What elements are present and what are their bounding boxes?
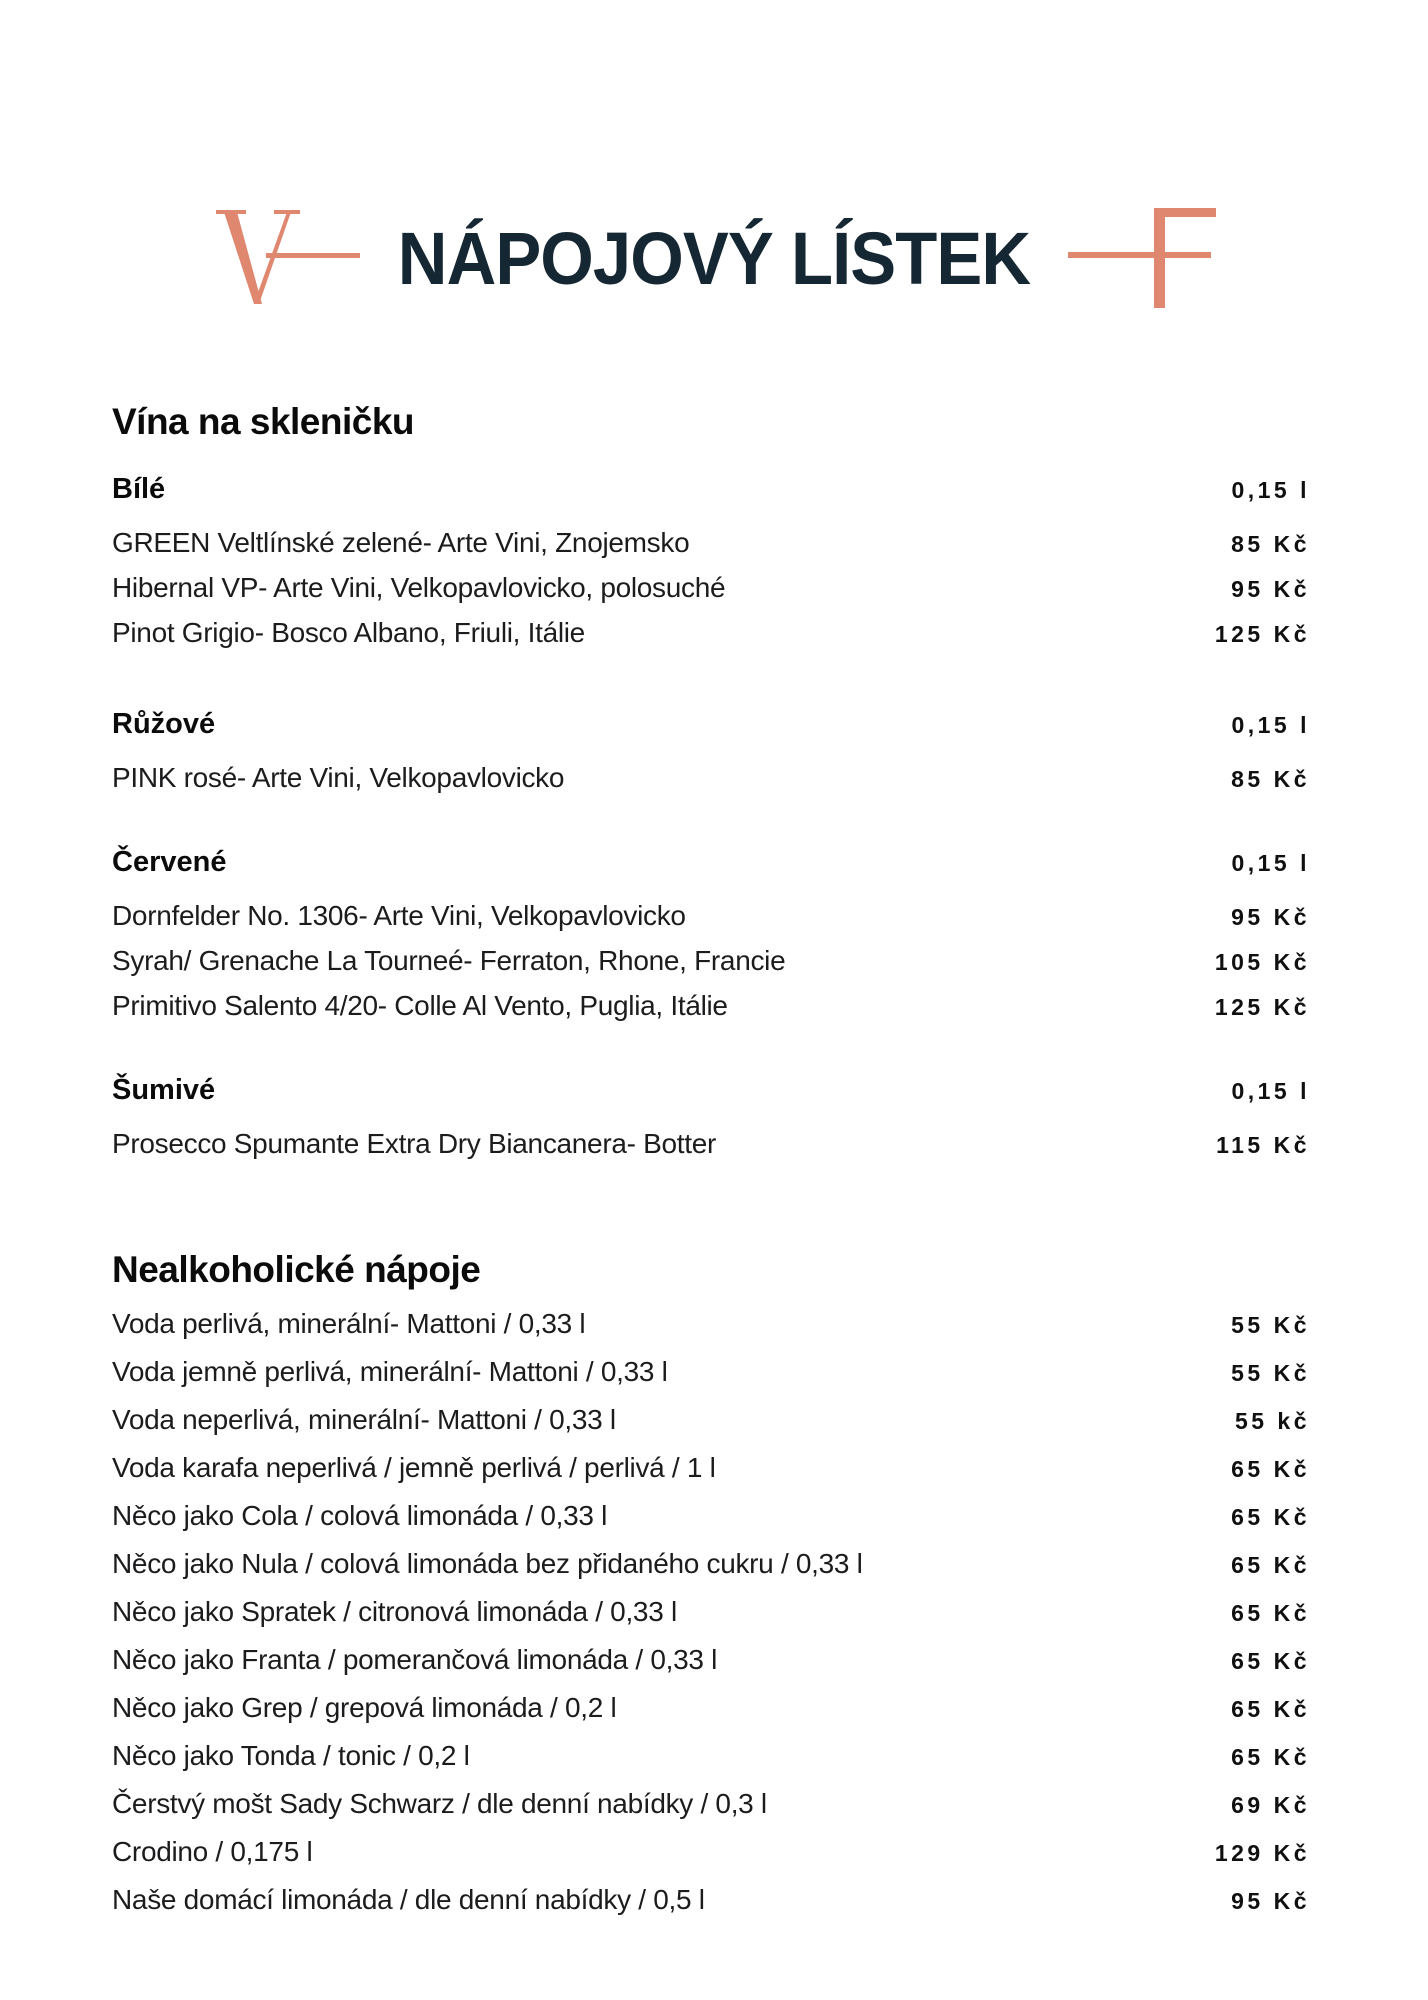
item-name: Dornfelder No. 1306- Arte Vini, Velkopavlovicko [112, 900, 686, 931]
item-name: Něco jako Tonda / tonic / 0,2 l [112, 1740, 470, 1771]
item-name: Voda jemně perlivá, minerální- Mattoni / 0,33 l [112, 1356, 668, 1387]
item-name: Něco jako Franta / pomerančová limonáda / 0,33 l [112, 1644, 718, 1675]
wine-group-sumive [112, 1073, 1310, 1166]
wine-group-cervene [112, 845, 1310, 1028]
f-mark-icon [1068, 208, 1218, 308]
menu-item-row [112, 1588, 1310, 1636]
item-price: 55 Kč [1231, 1312, 1310, 1338]
item-name: Něco jako Grep / grepová limonáda / 0,2 l [112, 1692, 617, 1723]
group-volume: 0,15 l [1231, 712, 1310, 738]
item-price: 115 Kč [1216, 1132, 1310, 1158]
menu-item-row [112, 1121, 1310, 1166]
item-price: 125 Kč [1214, 621, 1310, 647]
menu-item-row [112, 1444, 1310, 1492]
section-wines [112, 400, 1310, 1166]
item-price: 95 Kč [1231, 904, 1310, 930]
item-price: 85 Kč [1231, 531, 1310, 557]
item-price: 65 Kč [1231, 1696, 1310, 1722]
item-price: 129 Kč [1214, 1840, 1310, 1866]
menu-header [0, 0, 1428, 308]
item-name: Něco jako Cola / colová limonáda / 0,33 l [112, 1500, 608, 1531]
item-price: 65 Kč [1231, 1552, 1310, 1578]
item-name: Voda perlivá, minerální- Mattoni / 0,33 l [112, 1308, 586, 1339]
item-name: Hibernal VP- Arte Vini, Velkopavlovicko, polosuché [112, 572, 726, 603]
item-name: Čerstvý mošt Sady Schwarz / dle denní nabídky / 0,3 l [112, 1788, 767, 1819]
item-price: 65 Kč [1231, 1744, 1310, 1770]
group-label: Bílé [112, 473, 166, 505]
menu-item-row [112, 1828, 1310, 1876]
group-items [112, 520, 1310, 655]
item-price: 95 Kč [1231, 1888, 1310, 1914]
section-heading-nonalcoholic: Nealkoholické nápoje [112, 1249, 481, 1290]
group-header-row [112, 707, 1310, 741]
item-name: Pinot Grigio- Bosco Albano, Friuli, Itálie [112, 617, 585, 648]
item-price: 125 Kč [1214, 994, 1310, 1020]
item-price: 65 Kč [1231, 1648, 1310, 1674]
item-price: 55 Kč [1231, 1360, 1310, 1386]
menu-item-row [112, 1300, 1310, 1348]
menu-item-row [112, 938, 1310, 983]
menu-item-row [112, 1540, 1310, 1588]
menu-item-row [112, 1684, 1310, 1732]
menu-item-row [112, 1348, 1310, 1396]
group-volume: 0,15 l [1231, 1078, 1310, 1104]
item-price: 55 kč [1234, 1408, 1310, 1434]
menu-item-row [112, 565, 1310, 610]
group-label: Červené [112, 846, 227, 878]
item-price: 95 Kč [1231, 576, 1310, 602]
group-label: Růžové [112, 708, 216, 740]
item-price: 69 Kč [1231, 1792, 1310, 1818]
menu-item-row [112, 1732, 1310, 1780]
group-volume: 0,15 l [1231, 477, 1310, 503]
item-price: 105 Kč [1214, 949, 1310, 975]
item-name: Crodino / 0,175 l [112, 1836, 313, 1867]
section-nonalcoholic [112, 1248, 1310, 1924]
menu-item-row [112, 1636, 1310, 1684]
wine-group-ruzove [112, 707, 1310, 800]
group-header-row [112, 1073, 1310, 1107]
v-mark-icon [210, 208, 360, 308]
item-name: Syrah/ Grenache La Tourneé- Ferraton, Rhone, Francie [112, 945, 786, 976]
item-name: Prosecco Spumante Extra Dry Biancanera- Botter [112, 1128, 717, 1159]
menu-item-row [112, 1396, 1310, 1444]
group-items [112, 755, 1310, 800]
section-heading-wines: Vína na skleničku [112, 401, 415, 442]
wine-group-bile [112, 472, 1310, 655]
menu-item-row [112, 983, 1310, 1028]
group-header-row [112, 845, 1310, 879]
item-price: 85 Kč [1231, 766, 1310, 792]
menu-item-row [112, 520, 1310, 565]
item-price: 65 Kč [1231, 1456, 1310, 1482]
item-name: PINK rosé- Arte Vini, Velkopavlovicko [112, 762, 565, 793]
item-name: GREEN Veltlínské zelené- Arte Vini, Znojemsko [112, 527, 690, 558]
menu-content [0, 400, 1428, 1924]
section-items [112, 1300, 1310, 1924]
item-name: Voda neperlivá, minerální- Mattoni / 0,33 l [112, 1404, 616, 1435]
group-label: Šumivé [112, 1074, 216, 1106]
item-name: Něco jako Nula / colová limonáda bez přidaného cukru / 0,33 l [112, 1548, 863, 1579]
group-header-row [112, 472, 1310, 506]
item-name: Voda karafa neperlivá / jemně perlivá / perlivá / 1 l [112, 1452, 716, 1483]
menu-item-row [112, 893, 1310, 938]
group-items [112, 893, 1310, 1028]
item-name: Primitivo Salento 4/20- Colle Al Vento, Puglia, Itálie [112, 990, 728, 1021]
menu-item-row [112, 610, 1310, 655]
page-title: NÁPOJOVÝ LÍSTEK [397, 216, 1031, 300]
menu-item-row [112, 1876, 1310, 1924]
menu-item-row [112, 1492, 1310, 1540]
menu-item-row [112, 1780, 1310, 1828]
item-price: 65 Kč [1231, 1600, 1310, 1626]
menu-item-row [112, 755, 1310, 800]
item-price: 65 Kč [1231, 1504, 1310, 1530]
group-items [112, 1121, 1310, 1166]
item-name: Něco jako Spratek / citronová limonáda / 0,33 l [112, 1596, 677, 1627]
group-volume: 0,15 l [1231, 850, 1310, 876]
item-name: Naše domácí limonáda / dle denní nabídky / 0,5 l [112, 1884, 705, 1915]
